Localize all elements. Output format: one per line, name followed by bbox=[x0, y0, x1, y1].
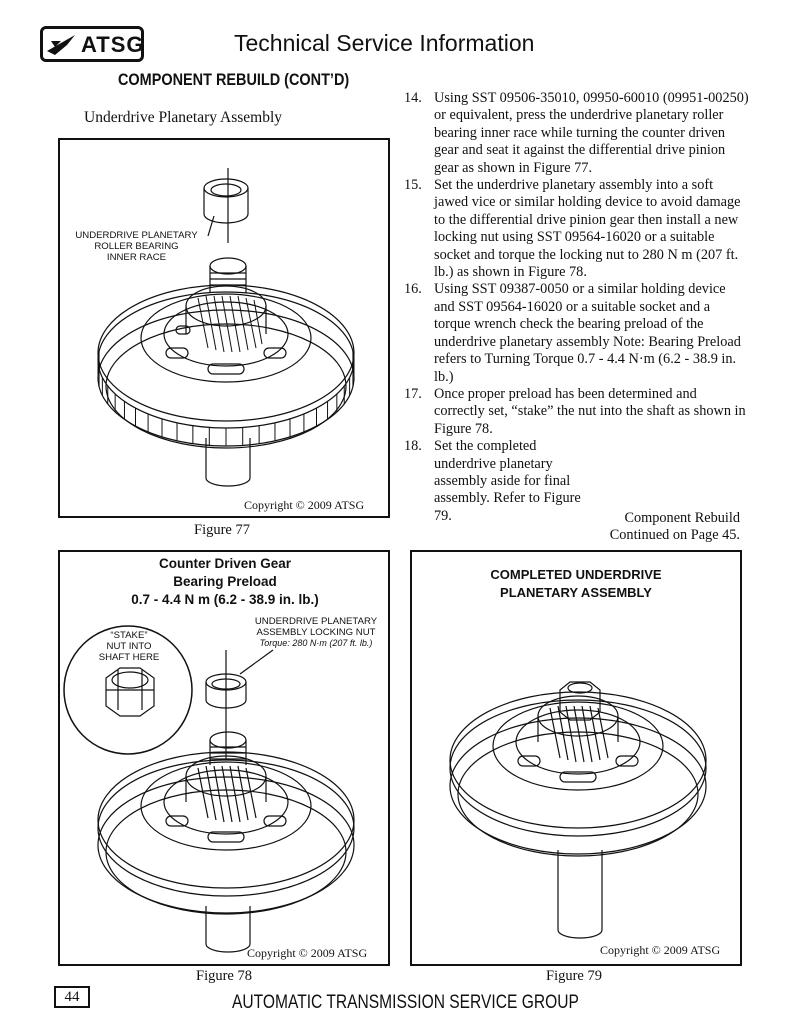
nut-label: UNDERDRIVE PLANETARY ASSEMBLY LOCKING NUT Torque: 280 N·m (207 ft. lb.) bbox=[254, 616, 378, 648]
step-15: 15. Set the underdrive planetary assembly into a soft jawed vice or similar holding device to avoid damage to the differential drive pinion gear then install a new locking nut using SST 09564-16020 or a suitable socket and torque the locking nut to 280 N m (207 ft. lb.) as shown in Figure 78. bbox=[404, 177, 741, 281]
figure79-caption: Figure 79 bbox=[546, 968, 602, 984]
figure78-caption: Figure 78 bbox=[196, 968, 252, 984]
figure78-title: Counter Driven Gear Bearing Preload 0.7 - 4.4 N m (6.2 - 38.9 in. lb.) bbox=[131, 556, 319, 607]
logo-emblem-icon bbox=[45, 31, 79, 59]
figure77-heading: Underdrive Planetary Assembly bbox=[84, 109, 283, 126]
atsg-logo bbox=[40, 26, 144, 62]
continued-note: Component Rebuild Continued on Page 45. bbox=[609, 510, 740, 544]
figure79-illustration bbox=[410, 550, 742, 966]
figure77-illustration bbox=[58, 138, 390, 518]
step-14: 14. Using SST 09506-35010, 09950-60010 (09951-00250) or equivalent, press the underdrive planetary roller bearing inner race while turning the counter driven gear and seat it against the differential drive pinion gear as shown in Figure 77. bbox=[404, 90, 749, 176]
logo-text: ATSG bbox=[81, 32, 145, 57]
stake-label: “STAKE” NUT INTO SHAFT HERE bbox=[98, 630, 160, 663]
page-title: Technical Service Information bbox=[234, 30, 535, 56]
figure78-copyright: Copyright © 2009 ATSG bbox=[247, 946, 368, 960]
figure77-copyright: Copyright © 2009 ATSG bbox=[244, 498, 365, 512]
figure79-copyright: Copyright © 2009 ATSG bbox=[600, 943, 721, 957]
step-16: 16. Using SST 09387-0050 or a similar holding device and SST 09564-16020 or a suitable socket and a torque wrench check the bearing preload of the underdrive planetary assembly Note: Bearing Preload refers to Turning Torque 0.7 - 4.4 N·m (6.2 - 38.9 in. lb.) bbox=[404, 281, 741, 385]
footer-text: AUTOMATIC TRANSMISSION SERVICE GROUP bbox=[232, 992, 579, 1013]
figure79-title: COMPLETED UNDERDRIVE PLANETARY ASSEMBLY bbox=[490, 567, 662, 600]
page-number: 44 bbox=[54, 986, 90, 1008]
step-17: 17. Once proper preload has been determined and correctly set, “stake” the nut into the shaft as shown in Figure 78. bbox=[404, 385, 746, 437]
procedure-steps bbox=[404, 90, 749, 525]
step-18: 18. Set the completed underdrive planetary assembly aside for final assembly. Refer to Figure 79. bbox=[404, 438, 581, 524]
section-title: COMPONENT REBUILD (CONT’D) bbox=[118, 70, 350, 89]
figure78-illustration bbox=[58, 550, 390, 966]
figure77-caption: Figure 77 bbox=[194, 522, 250, 538]
figure77-callout: UNDERDRIVE PLANETARY ROLLER BEARING INNER RACE bbox=[75, 230, 198, 263]
